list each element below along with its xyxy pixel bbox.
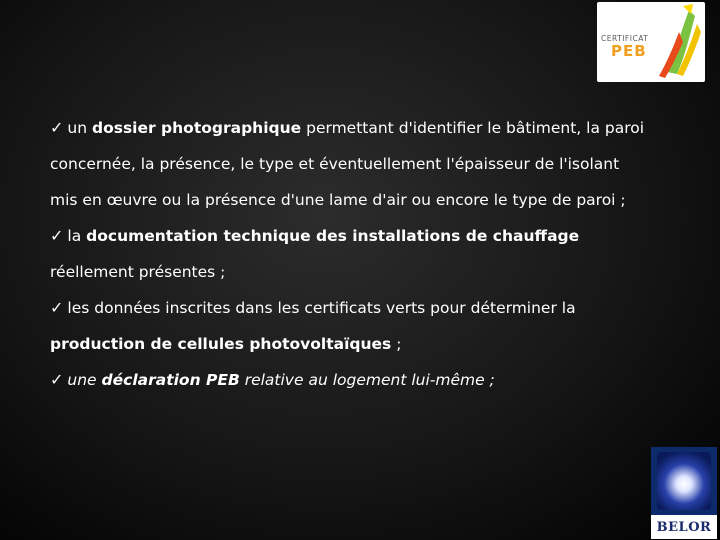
check-icon: ✓ <box>50 370 64 389</box>
certificat-peb-logo <box>597 2 705 82</box>
bullet-item-1: ✓ un dossier photographique permettant d'identifier le bâtiment, la paroi concernée, la présence, le type et éventuellement l'épaisseur de l'isolant mis en œuvre ou la présence d'une lame d'air ou encore le type de paroi ; <box>50 118 645 209</box>
check-icon: ✓ <box>50 226 64 245</box>
belor-logo <box>651 447 717 539</box>
bullet-item-4: ✓ une déclaration PEB relative au logement lui-même ; <box>50 370 495 389</box>
bullet-item-3: ✓ les données inscrites dans les certificats verts pour déterminer la production de cellules photovoltaïques ; <box>50 298 576 353</box>
belor-label: BELOR <box>656 519 712 535</box>
certificat-text: CERTIFICAT <box>601 34 649 43</box>
belor-label-box <box>651 515 717 539</box>
bullet-item-2: ✓ la documentation technique des installations de chauffage réellement présentes ; <box>50 226 580 281</box>
check-icon: ✓ <box>50 298 64 317</box>
peb-text: PEB <box>611 42 647 60</box>
belor-orb-icon <box>657 452 711 510</box>
check-icon: ✓ <box>50 118 64 137</box>
bullet-list <box>50 110 650 398</box>
